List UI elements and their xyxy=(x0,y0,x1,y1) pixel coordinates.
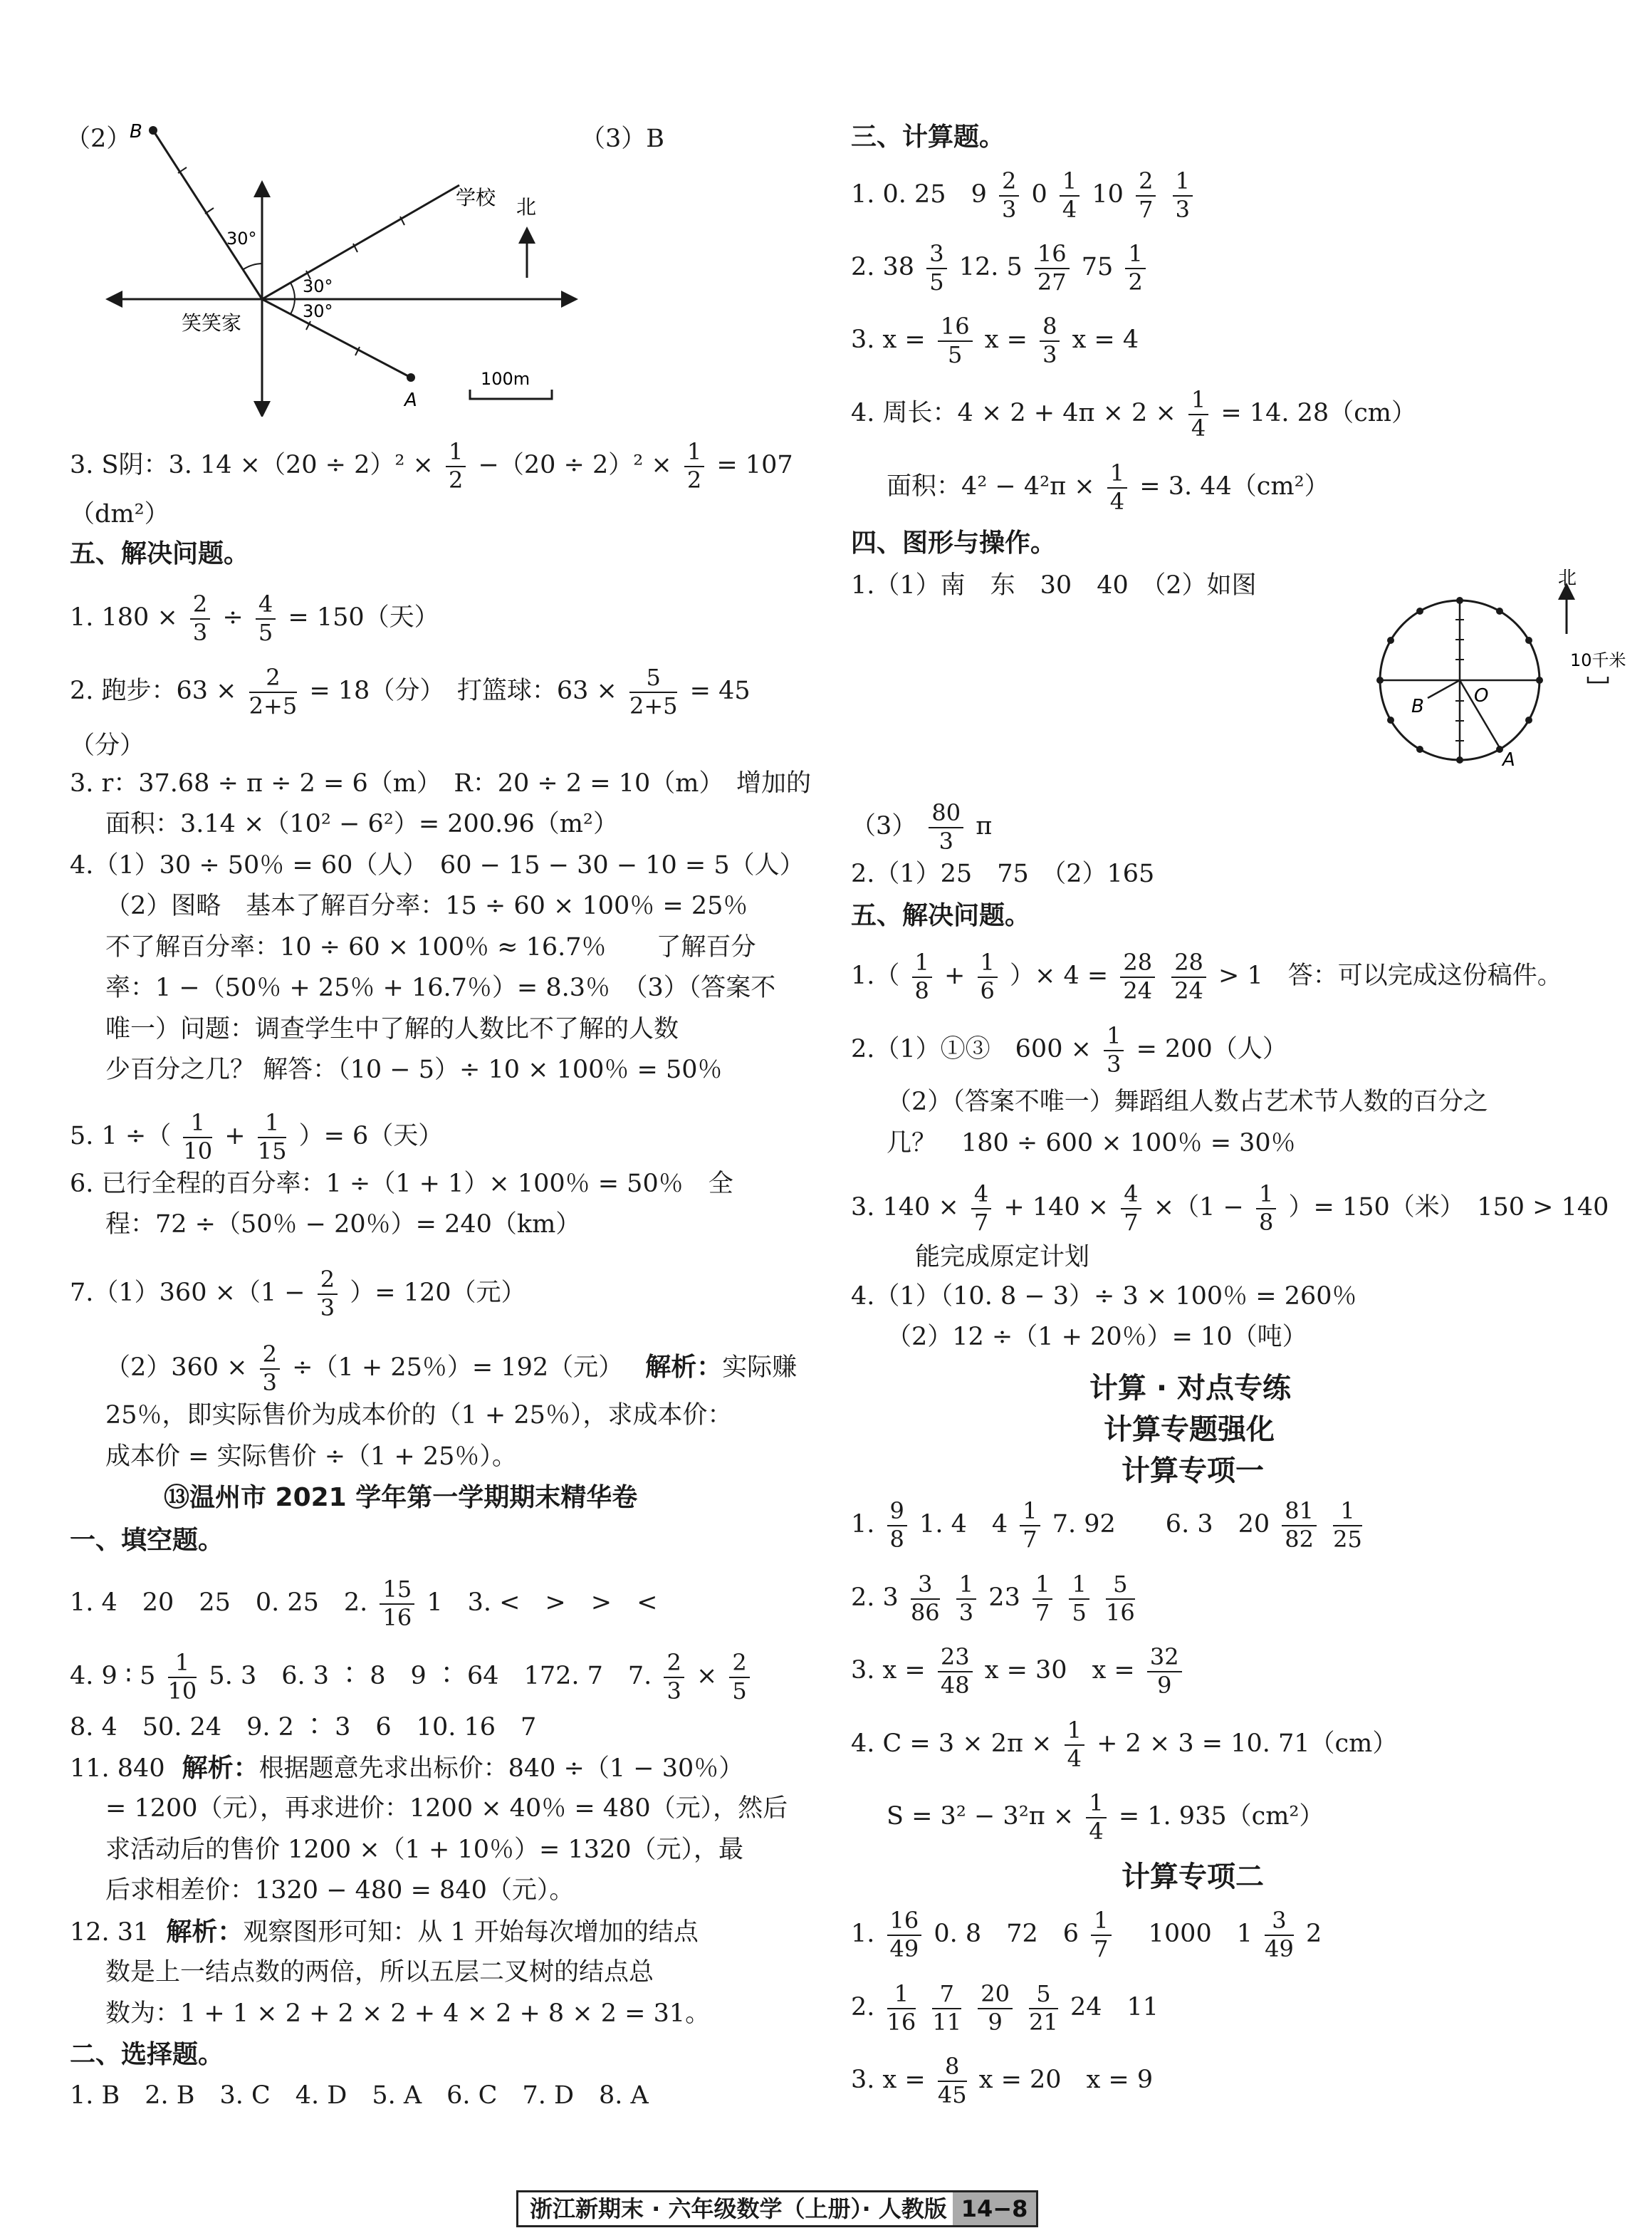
line-p7-3: 25％，即实际售价为成本价的（1 + 25％），求成本价： xyxy=(105,1401,733,1430)
exam-title: ⑬温州市 2021 学年第一学期期末精华卷 xyxy=(164,1483,638,1512)
item-2-title: 计算专项二 xyxy=(1122,1860,1264,1893)
circle-diagram xyxy=(1253,563,1652,776)
line-p3-2: 面积：3.14 ×（10² − 6²）= 200.96（m²） xyxy=(105,810,618,838)
practice-title: 计算 · 对点专练 xyxy=(1089,1372,1292,1405)
circle-label-o: O xyxy=(1474,685,1489,707)
point-b xyxy=(149,126,157,135)
line-p3-1: 3. r：37.68 ÷ π ÷ 2 = 6（m） R：20 ÷ 2 = 10（m） 增加的 xyxy=(70,769,811,798)
label-b: B xyxy=(130,121,142,142)
section-heading-1: 一、填空题。 xyxy=(70,1526,224,1555)
circle-label-scale: 10千米 xyxy=(1570,650,1626,670)
line-p6-2: 程：72 ÷（50％ − 20％）= 240（km） xyxy=(105,1210,581,1239)
line-p4-1: 4.（1）30 ÷ 50％ = 60（人） 60 − 15 − 30 − 10 = 5（人） xyxy=(70,851,805,880)
line-s1: 1.（ $\frac{1}{8}$ + $\frac{1}{6}$ ）× 4 = $\frac{28}{24}$ $\frac{28}{24}$ > 1 答：可以完成这份稿件。 xyxy=(851,949,1562,1004)
line-p2-unit: （分） xyxy=(70,732,145,760)
line-p1: 1. 180 × $\frac{2}{3}$ ÷ $\frac{4}{5}$ = 150（天） xyxy=(70,590,439,646)
line-to-school xyxy=(262,185,459,299)
line-s2-3: 几？ 180 ÷ 600 × 100％ = 30％ xyxy=(887,1129,1296,1157)
section-heading-5-right: 五、解决问题。 xyxy=(851,901,1031,930)
line-p4-5: 唯一）问题：调查学生中了解的人数比不了解的人数 xyxy=(105,1015,679,1043)
line-r2: 2. 38 $\frac{3}{5}$ 12. 5 $\frac{16}{27}$ 75 $\frac{1}{2}$ xyxy=(851,242,1150,294)
line-g3: （3） $\frac{80}{3}$ π xyxy=(851,799,993,855)
circle-label-a: A xyxy=(1502,749,1515,771)
point-a xyxy=(407,373,415,382)
label-north: 北 xyxy=(516,195,537,219)
line-f11-3: 求活动后的售价 1200 ×（1 + 10％）= 1320（元），最 xyxy=(105,1836,744,1864)
page-footer xyxy=(516,2190,1038,2227)
line-f4: 4. 9 ∶ 5 $\frac{1}{10}$ 5. 3 6. 3 ∶ 8 9 ∶ 64 172. 7 7. $\frac{2}{3}$ × $\frac{2}{5}$ xyxy=(70,1651,754,1703)
label-scale: 100m xyxy=(481,369,530,389)
footer-text: 浙江新期末 · 六年级数学（上册）· 人教版 xyxy=(530,2195,947,2222)
line-s4-1: 4.（1）（10. 8 − 3）÷ 3 × 100％ = 260％ xyxy=(851,1282,1357,1311)
line-c1: 1. B 2. B 3. C 4. D 5. A 6. C 7. D 8. A xyxy=(70,2081,649,2110)
line-k3: 3. x = $\frac{23}{48}$ x = 30 x = $\frac{32}{9}$ xyxy=(851,1645,1186,1697)
scale-bar xyxy=(470,390,552,399)
item-1-title: 计算专项一 xyxy=(1122,1454,1264,1487)
line-r4-area: 面积：4² − 4²π × $\frac{1}{4}$ = 3. 44（cm²） xyxy=(887,459,1329,515)
line-f1: 1. 4 20 25 0. 25 2. $\frac{15}{16}$ 1 3. < > > < xyxy=(70,1576,658,1631)
line-k1: 1. $\frac{9}{8}$ 1. 4 4 $\frac{1}{7}$ 7. 92 6. 3 20 $\frac{81}{82}$ $\frac{1}{25}$ xyxy=(851,1497,1362,1553)
q3-answer: （3）B xyxy=(580,125,664,153)
line-p6-1: 6. 已行全程的百分率：1 ÷（1 + 1）× 100％ = 50％ 全 xyxy=(70,1170,733,1198)
line-f8: 8. 4 50. 24 9. 2 ∶ 3 6 10. 16 7 xyxy=(70,1713,537,1742)
line-p5: 5. 1 ÷（ $\frac{1}{10}$ + $\frac{1}{15}$ ）= 6（天） xyxy=(70,1109,444,1165)
line-r3: 3. x = $\frac{16}{5}$ x = $\frac{8}{3}$ x = 4 xyxy=(851,313,1139,368)
line-f12-1: 12. 31 解析：观察图形可知：从 1 开始每次增加的结点 xyxy=(70,1917,699,1947)
line-p2: 2. 跑步：63 × $\frac{2}{2+5}$ = 18（分） 打篮球：63 × $\frac{5}{2+5}$ = 45 xyxy=(70,664,751,719)
line-f12-2: 数是上一结点数的两倍，所以五层二叉树的结点总 xyxy=(105,1958,654,1987)
q2-label: （2） xyxy=(66,125,132,153)
section-heading-3: 三、计算题。 xyxy=(851,123,1005,152)
line-to-a xyxy=(262,299,411,378)
topic-title: 计算专题强化 xyxy=(1104,1413,1275,1446)
line-p4-2: （2）图略 基本了解百分率：15 ÷ 60 × 100％ = 25％ xyxy=(105,892,748,920)
section-heading-5: 五、解决问题。 xyxy=(70,539,250,568)
line-s2-2: （2）（答案不唯一）舞蹈组人数占艺术节人数的百分之 xyxy=(887,1088,1488,1116)
line-p4-4: 率：1 −（50％ + 25％ + 16.7％）= 8.3％ （3）（答案不 xyxy=(105,974,776,1002)
line-s4-2: （2）12 ÷（1 + 20％）= 10（吨） xyxy=(887,1323,1307,1351)
line-l3-unit: （dm²） xyxy=(70,500,169,529)
line-s2-1: 2.（1）①③ 600 × $\frac{1}{3}$ = 200（人） xyxy=(851,1022,1287,1078)
circle-label-b: B xyxy=(1411,696,1424,717)
line-r1: 1. 0. 25 9 $\frac{2}{3}$ 0 $\frac{1}{4}$ 10 $\frac{2}{7}$ $\frac{1}{3}$ xyxy=(851,170,1197,222)
page-number-badge: 14−8 xyxy=(953,2192,1037,2225)
line-g2: 2.（1）25 75 （2）165 xyxy=(851,860,1155,888)
line-g1: 1.（1）南 东 30 40 （2）如图 xyxy=(851,571,1257,600)
direction-diagram xyxy=(100,118,584,417)
line-k4-s: S = 3² − 3²π × $\frac{1}{4}$ = 1. 935（cm²） xyxy=(887,1789,1324,1845)
angle-30-mid: 30° xyxy=(303,276,333,296)
line-p7-4: 成本价 = 实际售价 ÷（1 + 25％）。 xyxy=(105,1442,517,1471)
line-k2: 2. 3 $\frac{3}{86}$ $\frac{1}{3}$ 23 $\frac{1}{7}$ $\frac{1}{5}$ $\frac{5}{16}$ xyxy=(851,1571,1135,1626)
line-to-b xyxy=(153,130,262,299)
angle-30-top: 30° xyxy=(226,229,257,249)
line-f11-4: 后求相差价：1320 − 480 = 840（元）。 xyxy=(105,1876,575,1905)
line-f11-1: 11. 840 解析：根据题意先求出标价：840 ÷（1 − 30％） xyxy=(70,1754,744,1783)
line-f12-3: 数为：1 + 1 × 2 + 2 × 2 + 4 × 2 + 8 × 2 = 31。 xyxy=(105,1999,711,2028)
line-k4: 4. C = 3 × 2π × $\frac{1}{4}$ + 2 × 3 = 10. 71（cm） xyxy=(851,1717,1398,1772)
line-p4-6: 少百分之几？ 解答：（10 − 5）÷ 10 × 100％ = 50％ xyxy=(105,1056,723,1084)
label-school: 学校 xyxy=(456,186,496,209)
circle-label-north: 北 xyxy=(1558,568,1577,589)
label-a: A xyxy=(404,390,417,411)
line-r4: 4. 周长：4 × 2 + 4π × 2 × $\frac{1}{4}$ = 14. 28（cm） xyxy=(851,386,1416,442)
line-s3: 3. 140 × $\frac{4}{7}$ + 140 × $\frac{4}{7}$ ×（1 − $\frac{1}{8}$ ）= 150（米） 150 > 140 xyxy=(851,1180,1609,1236)
line-f11-2: = 1200（元），再求进价：1200 × 40％ = 480（元），然后 xyxy=(105,1794,788,1823)
line-p4-3: 不了解百分率：10 ÷ 60 × 100％ ≈ 16.7％ 了解百分 xyxy=(105,933,756,962)
angle-30-low: 30° xyxy=(303,301,333,321)
line-s3-2: 能完成原定计划 xyxy=(915,1243,1090,1271)
line-m3: 3. x = $\frac{8}{45}$ x = 20 x = 9 xyxy=(851,2053,1154,2108)
line-p7-2: （2）360 × $\frac{2}{3}$ ÷（1 + 25％）= 192（元） 解析：实际赚 xyxy=(105,1341,798,1396)
line-m1: 1. $\frac{16}{49}$ 0. 8 72 6 $\frac{1}{7}$ 1000 1 $\frac{3}{49}$ 2 xyxy=(851,1907,1322,1962)
section-heading-4: 四、图形与操作。 xyxy=(851,529,1057,558)
line-p7-1: 7.（1）360 ×（1 − $\frac{2}{3}$ ）= 120（元） xyxy=(70,1266,526,1321)
line-l3: 3. S阴：3. 14 ×（20 ÷ 2）² × $\frac{1}{2}$ −（20 ÷ 2）² × $\frac{1}{2}$ = 107 xyxy=(70,438,793,494)
line-m2: 2. $\frac{1}{16}$ $\frac{7}{11}$ $\frac{20}{9}$ $\frac{5}{21}$ 24 11 xyxy=(851,1980,1159,2036)
label-home: 笑笑家 xyxy=(182,311,242,335)
section-heading-2: 二、选择题。 xyxy=(70,2040,224,2069)
